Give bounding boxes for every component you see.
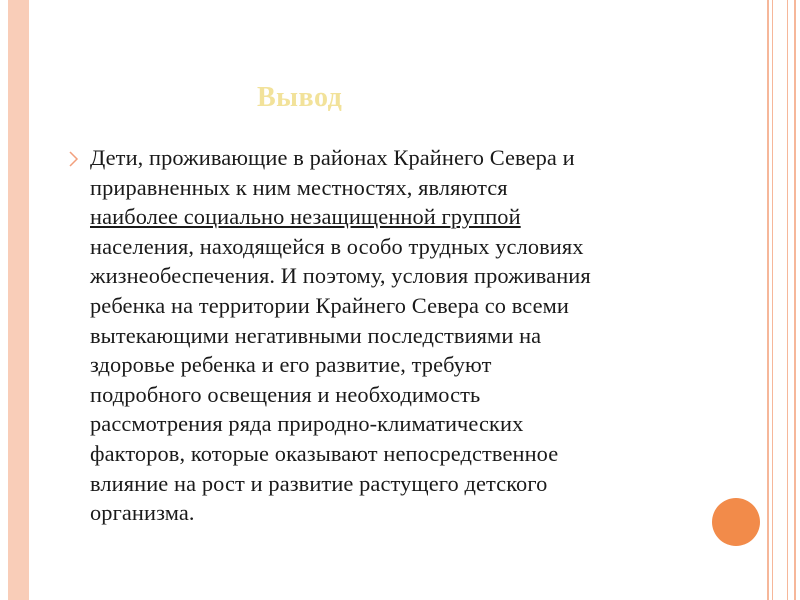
paragraph-line: организма. bbox=[90, 500, 195, 526]
paragraph-line-underlined: наиболее социально незащищенной группой bbox=[90, 204, 521, 230]
right-decorative-line bbox=[787, 0, 788, 600]
slide-title: Вывод bbox=[257, 82, 343, 113]
right-decorative-line bbox=[767, 0, 769, 600]
right-decorative-line bbox=[772, 0, 773, 600]
right-decorative-line bbox=[794, 0, 796, 600]
paragraph-line: влияние на рост и развитие растущего детского bbox=[90, 470, 548, 496]
paragraph-line: приравненных к ним местностях, являются bbox=[90, 174, 508, 200]
paragraph-line: подробного освещения и необходимость bbox=[90, 381, 481, 407]
chevron-right-icon bbox=[68, 150, 82, 170]
decorative-orange-circle bbox=[712, 498, 760, 546]
paragraph-line: населения, находящейся в особо трудных условиях bbox=[90, 233, 584, 259]
paragraph-line: вытекающими негативными последствиями на bbox=[90, 322, 542, 348]
paragraph-line: Дети, проживающие в районах Крайнего Севера и bbox=[90, 145, 575, 170]
body-paragraph bbox=[90, 143, 730, 528]
paragraph-line: здоровье ребенка и его развитие, требуют bbox=[90, 352, 492, 378]
paragraph-line: жизнеобеспечения. И поэтому, условия проживания bbox=[90, 263, 591, 289]
left-decorative-bar bbox=[8, 0, 29, 600]
paragraph-line: ребенка на территории Крайнего Севера со всеми bbox=[90, 292, 570, 318]
paragraph-line: рассмотрения ряда природно-климатических bbox=[90, 411, 524, 437]
paragraph-line: факторов, которые оказывают непосредственное bbox=[90, 440, 559, 466]
